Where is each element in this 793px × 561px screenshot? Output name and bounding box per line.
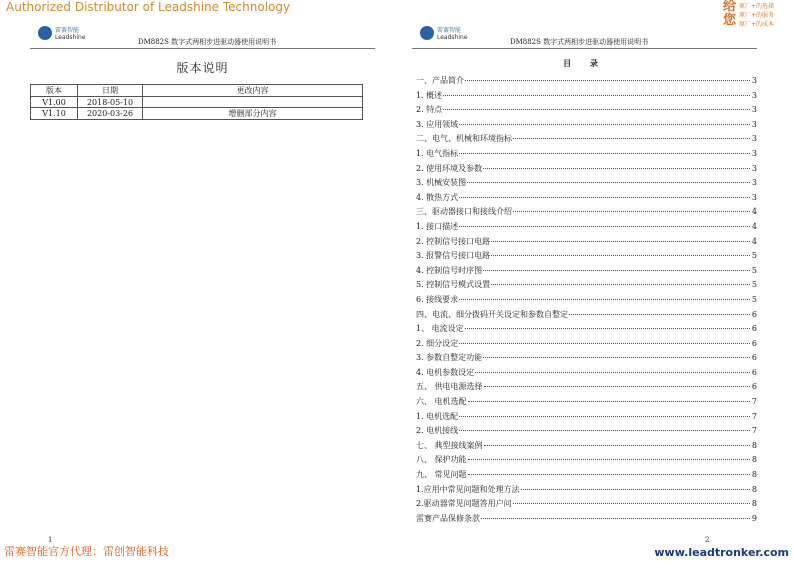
toc-entry-title: 七、 典型接线案例 xyxy=(416,440,483,450)
toc-entry-title: 雷赛产品保修条款 xyxy=(416,513,480,523)
version-title: 版本说明 xyxy=(176,61,229,75)
toc-entry-page: 6 xyxy=(751,338,757,348)
stamp-line: 原厂+的服务 xyxy=(739,12,775,19)
toc-entry[interactable] xyxy=(412,89,757,104)
toc-entry-title: 3. 机械安装图 xyxy=(416,178,467,188)
toc-entry-title: 六、 电机选配 xyxy=(416,397,467,407)
toc-entry-title: 1. 接口描述 xyxy=(416,221,459,231)
toc-leader-dots xyxy=(513,138,750,139)
toc-leader-dots xyxy=(484,386,750,387)
toc-entry[interactable] xyxy=(412,162,757,177)
cell: 2020-03-26 xyxy=(78,108,143,120)
toc-entry[interactable] xyxy=(412,220,757,235)
toc-leader-dots xyxy=(491,255,750,256)
toc-leader-dots xyxy=(475,372,750,373)
toc-entry-page: 4 xyxy=(751,236,757,246)
toc-entry-page: 3 xyxy=(751,192,757,202)
cell xyxy=(143,97,363,108)
toc-entry-title: 2. 细分设定 xyxy=(416,338,459,348)
toc-entry-title: 5. 控制信号模式设置 xyxy=(416,280,491,290)
toc-entry[interactable] xyxy=(412,483,757,498)
toc-leader-dots xyxy=(443,109,750,110)
toc-entry-title: 1. 电气指标 xyxy=(416,148,459,158)
toc-entry-title: 2. 特点 xyxy=(416,105,443,115)
toc-entry-page: 8 xyxy=(751,499,757,509)
toc-entry-page: 3 xyxy=(751,148,757,158)
toc-entry[interactable] xyxy=(412,395,757,410)
toc-entry-page: 5 xyxy=(751,251,757,261)
toc-entry[interactable] xyxy=(412,132,757,147)
toc-leader-dots xyxy=(491,284,750,285)
toc-entry-page: 3 xyxy=(751,119,757,129)
toc-entry-page: 3 xyxy=(751,178,757,188)
toc-entry-page: 5 xyxy=(751,280,757,290)
toc-leader-dots xyxy=(467,182,750,183)
toc-entry[interactable] xyxy=(412,147,757,162)
toc-entry-title: 1. 概述 xyxy=(416,90,443,100)
toc-entry[interactable] xyxy=(412,103,757,118)
page-left xyxy=(30,22,375,542)
toc-entry[interactable] xyxy=(412,337,757,352)
toc-leader-dots xyxy=(513,211,750,212)
col-header: 版本 xyxy=(31,85,78,97)
toc-leader-dots xyxy=(459,416,750,417)
toc-entry-page: 9 xyxy=(751,513,757,523)
toc-entry-title: 2. 电机接线 xyxy=(416,426,459,436)
cell: 增删部分内容 xyxy=(143,108,363,120)
toc-entry[interactable] xyxy=(412,366,757,381)
toc-entry-title: 3. 参数自整定功能 xyxy=(416,353,483,363)
toc-leader-dots xyxy=(491,241,750,242)
logo-mark-icon xyxy=(420,26,434,40)
toc-leader-dots xyxy=(483,168,750,169)
toc-entry-page: 3 xyxy=(751,105,757,115)
page-header xyxy=(412,22,757,49)
toc-leader-dots xyxy=(459,124,750,125)
toc-entry-page: 3 xyxy=(751,134,757,144)
toc-entry[interactable] xyxy=(412,424,757,439)
toc-entry[interactable] xyxy=(412,497,757,512)
toc-entry[interactable] xyxy=(412,118,757,133)
toc-entry-title: 1、 电流设定 xyxy=(416,324,464,334)
toc-entry[interactable] xyxy=(412,176,757,191)
stamp-line: 原厂+的成本 xyxy=(739,21,775,28)
toc-entry[interactable] xyxy=(412,322,757,337)
toc-entry[interactable] xyxy=(412,293,757,308)
toc-leader-dots xyxy=(483,270,750,271)
page-number: 2 xyxy=(705,536,710,544)
toc-entry[interactable] xyxy=(412,308,757,323)
toc-entry[interactable] xyxy=(412,235,757,250)
toc-leader-dots xyxy=(569,314,750,315)
toc-entry-title: 1. 电机选配 xyxy=(416,411,459,421)
toc-leader-dots xyxy=(465,80,750,81)
toc-entry-page: 6 xyxy=(751,353,757,363)
toc-entry-title: 4. 控制信号时序图 xyxy=(416,265,483,275)
header-title: DM882S 数字式两相步进驱动器使用说明书 xyxy=(510,38,649,46)
leadshine-logo xyxy=(38,24,98,46)
toc-entry-page: 6 xyxy=(751,367,757,377)
toc-entry[interactable] xyxy=(412,453,757,468)
toc-entry-title: 1.应用中常见问题和处理方法 xyxy=(416,484,520,494)
toc-leader-dots xyxy=(468,401,750,402)
toc-leader-dots xyxy=(481,518,750,519)
table-of-contents xyxy=(412,74,757,526)
toc-leader-dots xyxy=(513,503,750,504)
toc-entry-page: 5 xyxy=(751,294,757,304)
toc-entry[interactable] xyxy=(412,205,757,220)
toc-entry-page: 8 xyxy=(751,484,757,494)
toc-entry-page: 4 xyxy=(751,221,757,231)
toc-entry-title: 五、 供电电源选择 xyxy=(416,382,483,392)
toc-leader-dots xyxy=(468,459,750,460)
page-right xyxy=(412,22,757,542)
stamp-line: 原厂+的选择 xyxy=(739,3,775,10)
toc-entry-title: 2. 控制信号接口电路 xyxy=(416,236,491,246)
toc-entry-page: 8 xyxy=(751,455,757,465)
toc-entry[interactable] xyxy=(412,439,757,454)
toc-leader-dots xyxy=(459,430,750,431)
logo-mark-icon xyxy=(38,26,52,40)
toc-entry-page: 8 xyxy=(751,470,757,480)
toc-leader-dots xyxy=(484,445,750,446)
toc-leader-dots xyxy=(443,95,750,96)
toc-entry-title: 九、 常见问题 xyxy=(416,470,467,480)
toc-entry-page: 5 xyxy=(751,265,757,275)
toc-leader-dots xyxy=(459,299,750,300)
toc-leader-dots xyxy=(459,343,750,344)
toc-leader-dots xyxy=(459,153,750,154)
toc-entry[interactable] xyxy=(412,278,757,293)
toc-entry[interactable] xyxy=(412,191,757,206)
toc-leader-dots xyxy=(483,357,750,358)
toc-entry-title: 三、驱动器接口和接线介绍 xyxy=(416,207,512,217)
distributor-watermark: Authorized Distributor of Leadshine Technology xyxy=(6,0,291,14)
cell: V1.10 xyxy=(31,108,78,120)
toc-entry[interactable] xyxy=(412,380,757,395)
toc-leader-dots xyxy=(468,474,750,475)
toc-entry-page: 6 xyxy=(751,309,757,319)
page-header xyxy=(30,22,375,49)
toc-title: 目 录 xyxy=(563,58,606,68)
logo-cn: 雷赛智能 xyxy=(55,27,80,34)
toc-leader-dots xyxy=(459,197,750,198)
toc-entry[interactable] xyxy=(412,351,757,366)
cell: V1.00 xyxy=(31,97,78,108)
col-header: 更改内容 xyxy=(143,85,363,97)
header-title: DM882S 数字式两相步进驱动器使用说明书 xyxy=(138,38,277,46)
toc-entry-page: 7 xyxy=(751,397,757,407)
toc-entry-title: 二、电气、机械和环境指标 xyxy=(416,134,512,144)
toc-entry-page: 7 xyxy=(751,426,757,436)
stamp-char: 给您 xyxy=(723,0,737,28)
toc-entry-title: 3. 应用领域 xyxy=(416,119,459,129)
toc-entry-title: 4. 电机参数设定 xyxy=(416,367,475,377)
toc-entry-page: 3 xyxy=(751,163,757,173)
toc-leader-dots xyxy=(459,226,750,227)
toc-entry-title: 2. 使用环境及参数 xyxy=(416,163,483,173)
logo-en: Leadshine xyxy=(55,34,86,41)
toc-entry-title: 6. 接线要求 xyxy=(416,294,459,304)
toc-entry-page: 3 xyxy=(751,90,757,100)
toc-entry-page: 6 xyxy=(751,324,757,334)
toc-entry-title: 一、产品简介 xyxy=(416,76,464,85)
toc-entry-page: 8 xyxy=(751,440,757,450)
table-row xyxy=(31,97,363,108)
agent-footer: 雷赛智能官方代理：雷创智能科技 xyxy=(4,545,169,558)
toc-leader-dots xyxy=(521,489,750,490)
toc-entry-title: 2.驱动器常见问题答用户问 xyxy=(416,499,512,509)
cell: 2018-05-10 xyxy=(78,97,143,108)
toc-entry-title: 八、 保护功能 xyxy=(416,455,467,465)
toc-entry[interactable] xyxy=(412,468,757,483)
logo-en: Leadshine xyxy=(437,34,468,41)
page-number: 1 xyxy=(48,536,53,544)
website-link[interactable]: www.leadtronker.com xyxy=(654,546,789,559)
table-row xyxy=(31,108,363,120)
toc-entry[interactable] xyxy=(412,264,757,279)
toc-leader-dots xyxy=(465,328,750,329)
toc-entry[interactable] xyxy=(412,410,757,425)
col-header: 日期 xyxy=(78,85,143,97)
toc-entry-title: 四、电流、细分拨码开关设定和参数自整定 xyxy=(416,309,568,319)
toc-entry[interactable] xyxy=(412,512,757,527)
revision-table xyxy=(30,84,363,120)
toc-entry-page: 4 xyxy=(751,207,757,217)
toc-entry-page: 6 xyxy=(751,382,757,392)
toc-entry-title: 4. 散热方式 xyxy=(416,192,459,202)
toc-entry-title: 3. 报警信号接口电路 xyxy=(416,251,491,261)
toc-entry[interactable] xyxy=(412,249,757,264)
logo-cn: 雷赛智能 xyxy=(437,27,462,34)
toc-entry-page: 7 xyxy=(751,411,757,421)
leadshine-logo xyxy=(420,24,480,46)
toc-entry[interactable] xyxy=(412,74,757,89)
toc-entry-page: 3 xyxy=(751,76,757,85)
